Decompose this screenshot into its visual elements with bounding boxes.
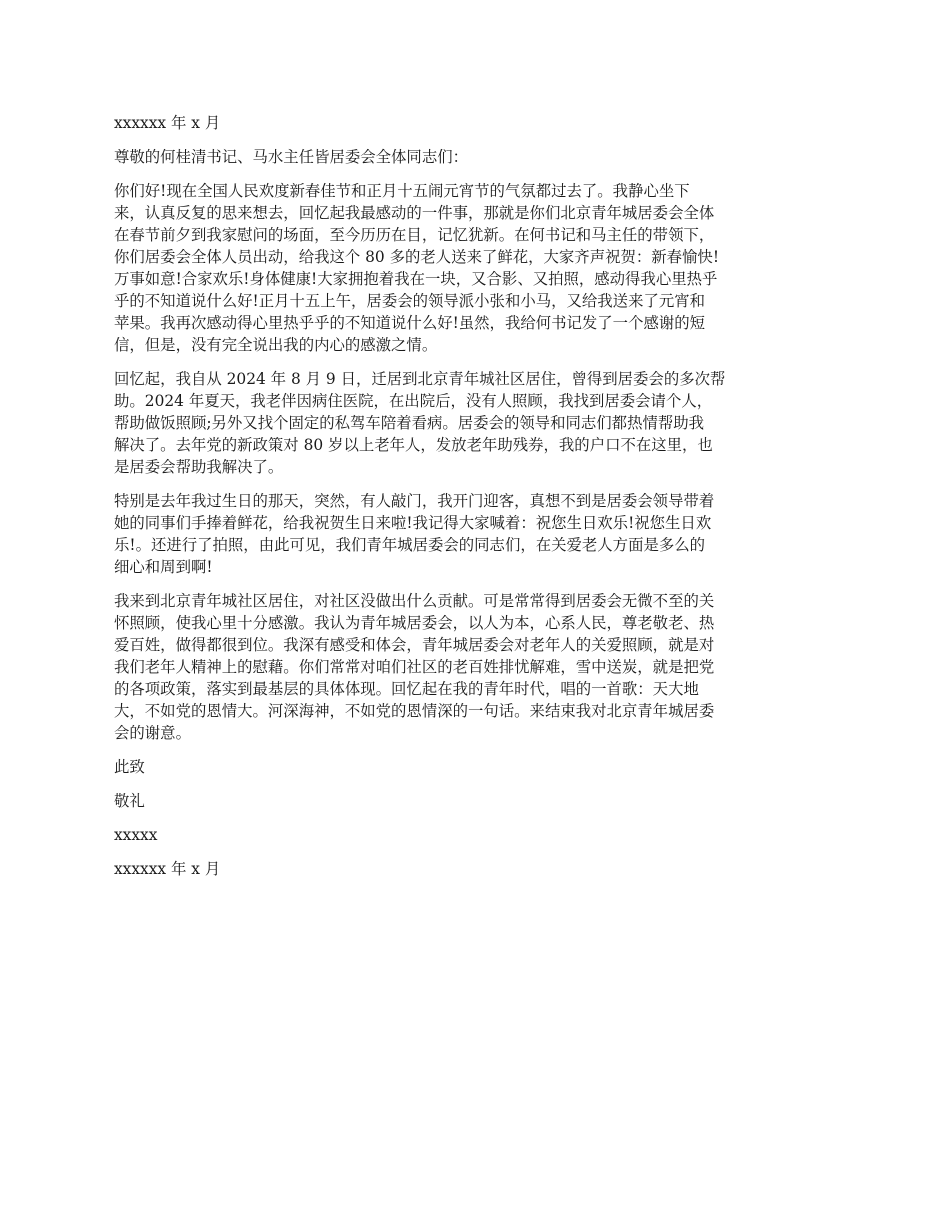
- paragraph-line: 乎的不知道说什么好!正月十五上午，居委会的领导派小张和小马，又给我送来了元宵和: [114, 292, 706, 310]
- salutation: 尊敬的何桂清书记、马水主任皆居委会全体同志们：: [114, 148, 468, 166]
- date-top: xxxxxx 年 x 月: [114, 114, 221, 132]
- paragraph-line: 会的谢意。: [114, 724, 191, 742]
- paragraph-line: 帮助做饭照顾;另外又找个固定的私驾车陪着看病。居委会的领导和同志们都热情帮助我: [114, 414, 705, 432]
- paragraph-line: 信，但是，没有完全说出我的内心的感激之情。: [114, 336, 438, 354]
- paragraph-line: 特别是去年我过生日的那天，突然，有人敲门，我开门迎客，真想不到是居委会领导带着: [114, 492, 715, 510]
- paragraph-line: 她的同事们手捧着鲜花，给我祝贺生日来啦!我记得大家喊着：祝您生日欢乐!祝您生日欢: [114, 514, 712, 532]
- paragraph-3: [114, 490, 842, 578]
- paragraph-line: 在春节前夕到我家慰问的场面，至今历历在目，记忆犹新。在何书记和马主任的带领下，: [114, 226, 715, 244]
- paragraph-line: 我来到北京青年城社区居住，对社区没做出什么贡献。可是常常得到居委会无微不至的关: [114, 592, 715, 610]
- paragraph-line: 细心和周到啊!: [114, 558, 213, 576]
- paragraph-line: 回忆起，我自从 2024 年 8 月 9 日，迁居到北京青年城社区居住，曾得到居委会的多次帮: [114, 370, 726, 388]
- paragraph-line: 苹果。我再次感动得心里热乎乎的不知道说什么好!虽然，我给何书记发了一个感谢的短: [114, 314, 706, 332]
- paragraph-line: 我们老年人精神上的慰藉。你们常常对咱们社区的老百姓排忧解难，雪中送炭，就是把党: [114, 658, 715, 676]
- paragraph-line: 怀照顾，使我心里十分感激。我认为青年城居委会，以人为本，心系人民，尊老敬老、热: [114, 614, 715, 632]
- date-bottom: xxxxxx 年 x 月: [114, 860, 221, 878]
- paragraph-line: 大，不如党的恩情大。河深海神，不如党的恩情深的一句话。来结束我对北京青年城居委: [114, 702, 715, 720]
- letter-document: [114, 112, 842, 892]
- paragraph-line: 乐!。还进行了拍照，由此可见，我们青年城居委会的同志们，在关爱老人方面是多么的: [114, 536, 706, 554]
- paragraph-1: [114, 180, 842, 356]
- closing-jingli: 敬礼: [114, 792, 145, 810]
- paragraph-line: 解决了。去年党的新政策对 80 岁以上老年人，发放老年助残券，我的户口不在这里，也: [114, 436, 713, 454]
- closing-cizhi: 此致: [114, 758, 145, 776]
- paragraph-line: 的各项政策，落实到最基层的具体体现。回忆起在我的青年时代，唱的一首歌：天大地: [114, 680, 699, 698]
- paragraph-line: 你们好!现在全国人民欢度新春佳节和正月十五闹元宵节的气氛都过去了。我静心坐下: [114, 182, 690, 200]
- paragraph-line: 助。2024 年夏天，我老伴因病住医院，在出院后，没有人照顾，我找到居委会请个人，: [114, 392, 713, 410]
- paragraph-line: 万事如意!合家欢乐!身体健康!大家拥抱着我在一块，又合影、又拍照，感动得我心里热乎: [114, 270, 718, 288]
- paragraph-2: [114, 368, 842, 478]
- paragraph-line: 是居委会帮助我解决了。: [114, 458, 284, 476]
- signature: xxxxx: [114, 826, 158, 844]
- paragraph-line: 来，认真反复的思来想去，回忆起我最感动的一件事，那就是你们北京青年城居委会全体: [114, 204, 715, 222]
- paragraph-line: 爱百姓，做得都很到位。我深有感受和体会，青年城居委会对老年人的关爱照顾，就是对: [114, 636, 715, 654]
- paragraph-4: [114, 590, 842, 744]
- paragraph-line: 你们居委会全体人员出动，给我这个 80 多的老人送来了鲜花，大家齐声祝贺：新春愉快!: [114, 248, 720, 266]
